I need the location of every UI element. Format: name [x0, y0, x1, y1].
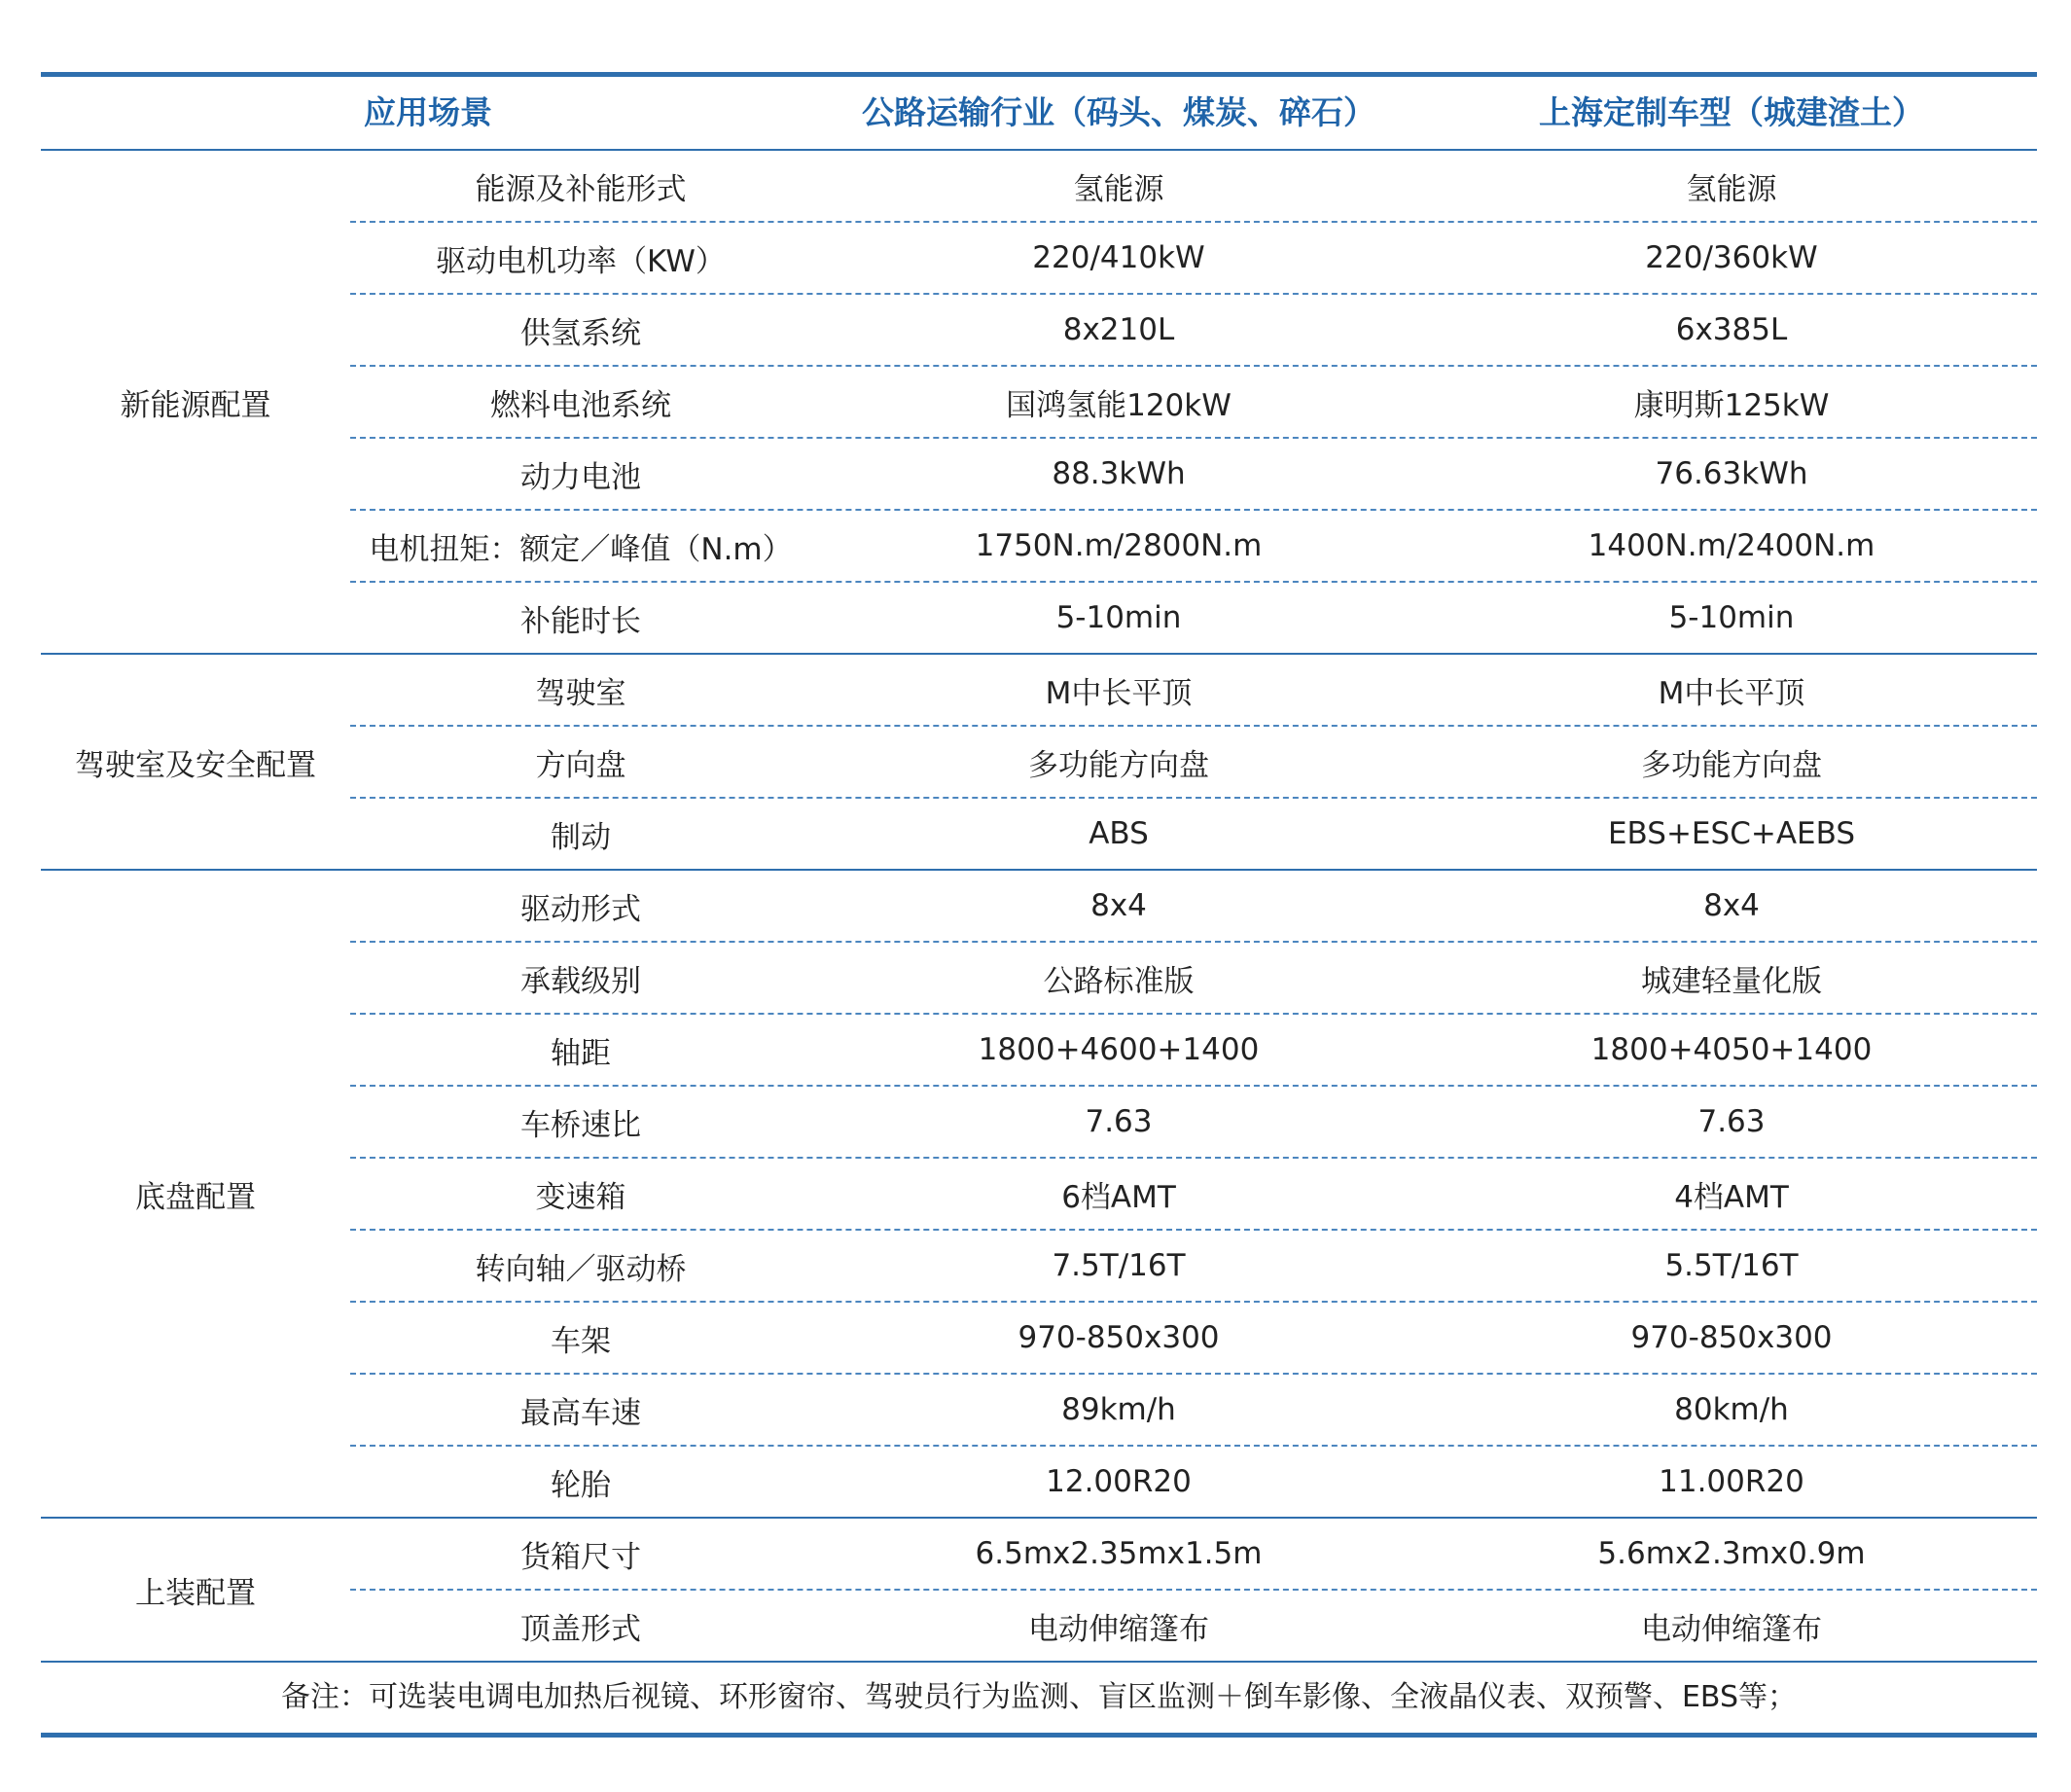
road-transport-value: 氢能源	[1073, 171, 1164, 207]
table-body	[41, 151, 2037, 1663]
road-transport-value: 88.3kWh	[1052, 456, 1186, 491]
spec-item: 驱动形式	[520, 891, 641, 927]
table-row	[350, 799, 2037, 869]
section-group	[41, 151, 2037, 655]
spec-item: 燃料电池系统	[490, 387, 671, 423]
spec-item: 变速箱	[535, 1179, 626, 1215]
spec-item: 供氢系统	[520, 315, 641, 351]
group-label: 新能源配置	[120, 387, 271, 423]
table-row	[350, 727, 2037, 799]
table-row	[350, 439, 2037, 511]
spec-item: 车桥速比	[520, 1107, 641, 1143]
shanghai-custom-value: 5-10min	[1668, 600, 1795, 635]
table-header	[41, 77, 2037, 151]
table-row	[350, 1087, 2037, 1159]
spec-item: 补能时长	[520, 603, 641, 639]
road-transport-value: 12.00R20	[1046, 1464, 1192, 1499]
spec-item: 能源及补能形式	[475, 171, 687, 207]
spec-item: 方向盘	[535, 747, 626, 783]
shanghai-custom-value: 11.00R20	[1659, 1464, 1804, 1499]
spec-table	[41, 72, 2037, 1738]
spec-item: 轴距	[551, 1035, 611, 1071]
table-row	[350, 655, 2037, 727]
table-row	[350, 1303, 2037, 1375]
spec-item: 货箱尺寸	[520, 1539, 641, 1575]
road-transport-value: 7.63	[1085, 1104, 1153, 1139]
shanghai-custom-value: 220/360kW	[1645, 240, 1818, 275]
table-row	[350, 295, 2037, 367]
spec-item: 车架	[551, 1323, 611, 1359]
table-row	[350, 511, 2037, 583]
table-row	[350, 1519, 2037, 1591]
table-row	[350, 871, 2037, 943]
table-row	[350, 1015, 2037, 1087]
group-label: 底盘配置	[135, 1179, 256, 1215]
group-label: 上装配置	[135, 1575, 256, 1611]
shanghai-custom-value: 7.63	[1697, 1104, 1766, 1139]
table-row	[350, 367, 2037, 439]
table-row	[350, 1231, 2037, 1303]
table-bottom-rule	[41, 1733, 2037, 1738]
shanghai-custom-value: 5.5T/16T	[1664, 1248, 1799, 1283]
table-row	[350, 1447, 2037, 1517]
section-group	[41, 1519, 2037, 1663]
shanghai-custom-value: EBS+ESC+AEBS	[1607, 816, 1856, 851]
road-transport-value: 国鸿氢能120kW	[1006, 387, 1232, 423]
table-row	[350, 1159, 2037, 1231]
shanghai-custom-value: M中长平顶	[1658, 675, 1805, 711]
shanghai-custom-value: 4档AMT	[1674, 1179, 1789, 1215]
road-transport-value: 1800+4600+1400	[978, 1032, 1260, 1067]
road-transport-value: 7.5T/16T	[1052, 1248, 1186, 1283]
shanghai-custom-value: 城建轻量化版	[1641, 963, 1822, 999]
shanghai-custom-value: 康明斯125kW	[1633, 387, 1830, 423]
group-label: 驾驶室及安全配置	[75, 747, 316, 783]
road-transport-value: 多功能方向盘	[1028, 747, 1209, 783]
table-row	[350, 943, 2037, 1015]
road-transport-value: 8x210L	[1062, 312, 1175, 347]
spec-item: 承载级别	[520, 963, 641, 999]
section-group	[41, 655, 2037, 871]
shanghai-custom-value: 1400N.m/2400N.m	[1588, 528, 1875, 563]
road-transport-value: 电动伸缩篷布	[1028, 1611, 1209, 1647]
table-row	[350, 1591, 2037, 1661]
shanghai-custom-value: 6x385L	[1675, 312, 1788, 347]
road-transport-value: 5-10min	[1055, 600, 1182, 635]
spec-item: 电机扭矩：额定／峰值（N.m）	[369, 531, 793, 567]
spec-item: 最高车速	[520, 1395, 641, 1431]
shanghai-custom-value: 氢能源	[1686, 171, 1777, 207]
road-transport-value: 8x4	[1090, 888, 1147, 923]
spec-item: 轮胎	[551, 1467, 611, 1503]
shanghai-custom-value: 80km/h	[1674, 1392, 1789, 1427]
shanghai-custom-value: 多功能方向盘	[1641, 747, 1822, 783]
shanghai-custom-value: 8x4	[1703, 888, 1760, 923]
road-transport-value: 6.5mx2.35mx1.5m	[975, 1536, 1263, 1571]
road-transport-value: 公路标准版	[1043, 963, 1195, 999]
spec-item: 驱动电机功率（KW）	[436, 243, 726, 279]
road-transport-value: 6档AMT	[1061, 1179, 1176, 1215]
header-scenario: 应用场景	[364, 93, 492, 131]
shanghai-custom-value: 1800+4050+1400	[1590, 1032, 1873, 1067]
road-transport-value: 970-850x300	[1018, 1320, 1220, 1355]
table-row	[350, 583, 2037, 653]
header-road-transport: 公路运输行业（码头、煤炭、碎石）	[862, 93, 1375, 131]
road-transport-value: ABS	[1089, 816, 1149, 851]
table-row	[350, 151, 2037, 223]
spec-item: 动力电池	[520, 459, 641, 495]
road-transport-value: 220/410kW	[1032, 240, 1205, 275]
table-row	[350, 1375, 2037, 1447]
spec-item: 顶盖形式	[520, 1611, 641, 1647]
road-transport-value: M中长平顶	[1045, 675, 1193, 711]
footnote: 备注：可选装电调电加热后视镜、环形窗帘、驾驶员行为监测、盲区监测＋倒车影像、全液晶仪表、双预警、EBS等；	[280, 1680, 1798, 1714]
shanghai-custom-value: 76.63kWh	[1655, 456, 1808, 491]
road-transport-value: 1750N.m/2800N.m	[975, 528, 1263, 563]
header-shanghai-custom: 上海定制车型（城建渣土）	[1539, 93, 1924, 131]
section-group	[41, 871, 2037, 1519]
table-row	[350, 223, 2037, 295]
spec-item: 制动	[551, 819, 611, 855]
shanghai-custom-value: 电动伸缩篷布	[1641, 1611, 1822, 1647]
shanghai-custom-value: 970-850x300	[1630, 1320, 1833, 1355]
shanghai-custom-value: 5.6mx2.3mx0.9m	[1597, 1536, 1866, 1571]
road-transport-value: 89km/h	[1061, 1392, 1176, 1427]
spec-item: 驾驶室	[535, 675, 626, 711]
spec-item: 转向轴／驱动桥	[475, 1251, 687, 1287]
